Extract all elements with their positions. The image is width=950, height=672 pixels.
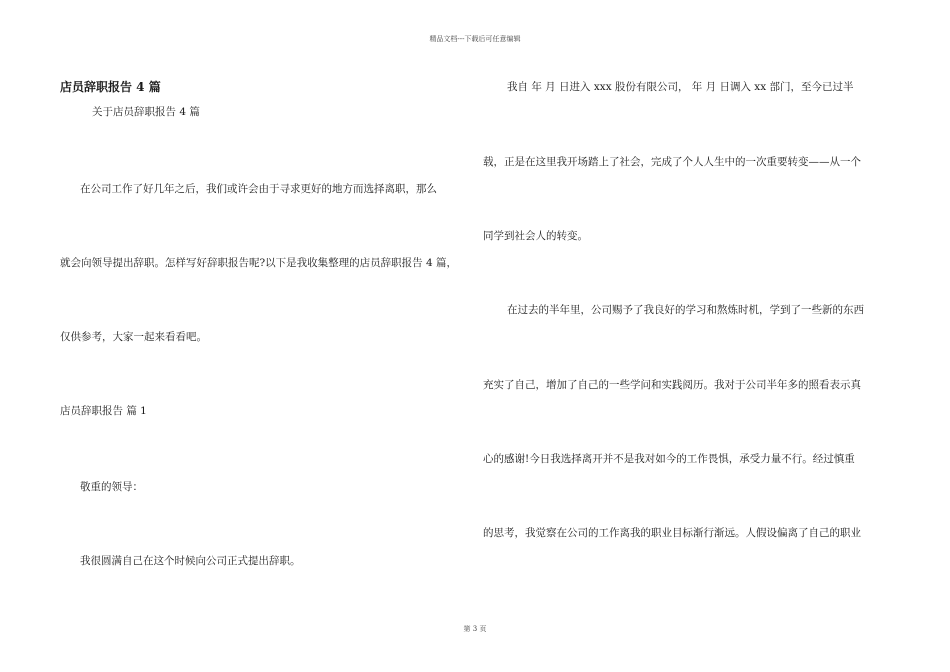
section-heading: 店员辞职报告 篇 1 bbox=[60, 405, 147, 417]
intro-line-1: 在公司工作了好几年之后，我们或许会由于寻求更好的地方而选择离职，那么 bbox=[80, 183, 437, 195]
body-line-4: 在过去的半年里，公司赐予了我良好的学习和熬炼时机，学到了一些新的东西 bbox=[507, 304, 864, 316]
body-line-7: 的思考，我觉察在公司的工作离我的职业目标渐行渐远。人假设偏离了自己的职业 bbox=[483, 527, 861, 539]
opening-line: 我很圆满自己在这个时候向公司正式提出辞职。 bbox=[80, 555, 301, 567]
page-header: 精品文档---下载后可任意编辑 bbox=[429, 35, 521, 43]
document-title: 店员辞职报告 4 篇 bbox=[60, 80, 161, 94]
body-line-2: 载，正是在这里我开场踏上了社会，完成了个人人生中的一次重要转变——从一个 bbox=[483, 156, 861, 168]
body-line-1: 我自 年 月 日进入 xxx 股份有限公司， 年 月 日调入 xx 部门，至今已过半 bbox=[507, 81, 854, 93]
body-line-3: 同学到社会人的转变。 bbox=[483, 230, 588, 242]
body-line-5: 充实了自己，增加了自己的一些学问和实践阅历。我对于公司半年多的照看表示真 bbox=[483, 379, 861, 391]
page-footer: 第 3 页 bbox=[463, 625, 487, 633]
intro-line-3: 仅供参考，大家一起来看看吧。 bbox=[60, 331, 207, 343]
intro-line-2: 就会向领导提出辞职。怎样写好辞职报告呢?以下是我收集整理的店员辞职报告 4 篇， bbox=[60, 257, 457, 269]
document-subtitle: 关于店员辞职报告 4 篇 bbox=[92, 106, 200, 118]
salutation: 敬重的领导： bbox=[80, 481, 143, 493]
body-line-6: 心的感谢!今日我选择离开并不是我对如今的工作畏惧，承受力量不行。经过慎重 bbox=[483, 453, 855, 465]
